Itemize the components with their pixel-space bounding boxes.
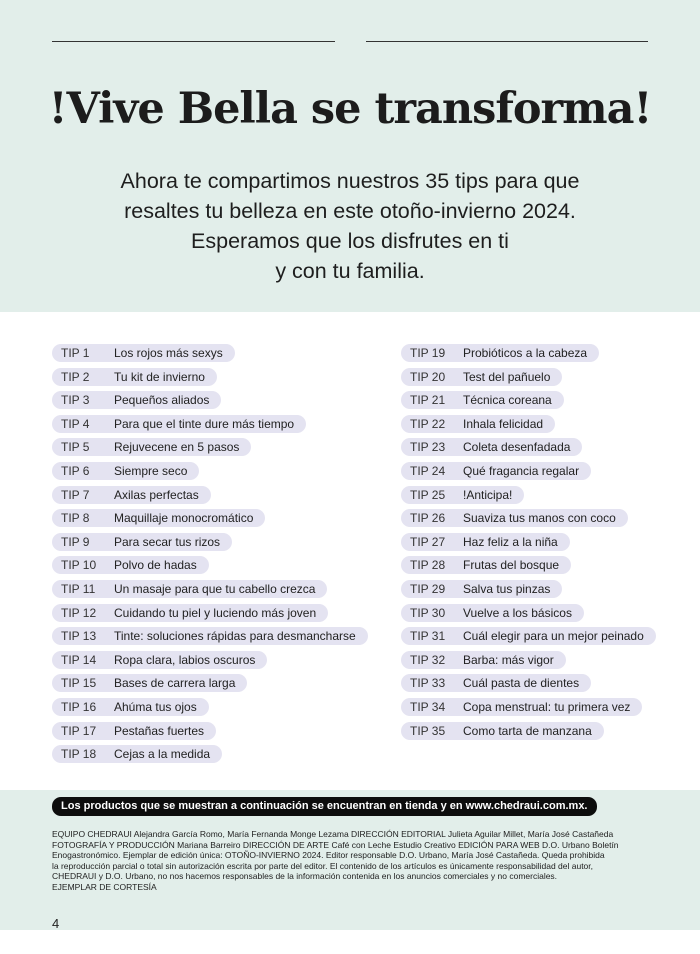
tip-title: Para secar tus rizos bbox=[114, 534, 221, 549]
tip-number: TIP 4 bbox=[61, 416, 90, 431]
tip-title: Polvo de hadas bbox=[114, 558, 197, 573]
tip-number: TIP 9 bbox=[61, 534, 90, 549]
tip-item bbox=[401, 391, 700, 415]
tip-number: TIP 21 bbox=[410, 393, 446, 408]
tip-item bbox=[401, 415, 700, 439]
tip-number: TIP 27 bbox=[410, 534, 446, 549]
tip-number: TIP 10 bbox=[61, 558, 97, 573]
tip-item bbox=[52, 438, 372, 462]
availability-banner: Los productos que se muestran a continuación se encuentran en tienda y en www.chedraui.com.mx. bbox=[52, 797, 597, 816]
tip-title: Para que el tinte dure más tiempo bbox=[114, 416, 295, 431]
tip-number: TIP 7 bbox=[61, 487, 90, 502]
tip-title: Barba: más vigor bbox=[463, 652, 554, 667]
tip-number: TIP 24 bbox=[410, 463, 446, 478]
tip-number: TIP 25 bbox=[410, 487, 446, 502]
tip-item bbox=[52, 580, 372, 604]
tip-number: TIP 15 bbox=[61, 676, 97, 691]
tip-item bbox=[52, 344, 372, 368]
tip-number: TIP 12 bbox=[61, 605, 97, 620]
tip-title: Vuelve a los básicos bbox=[463, 605, 572, 620]
tip-item bbox=[52, 509, 372, 533]
tip-item bbox=[401, 674, 700, 698]
tip-item bbox=[401, 580, 700, 604]
tip-title: !Anticipa! bbox=[463, 487, 513, 502]
tip-number: TIP 23 bbox=[410, 440, 446, 455]
tip-item bbox=[401, 627, 700, 651]
tip-item bbox=[401, 722, 700, 746]
intro-paragraph bbox=[60, 166, 640, 286]
tip-item bbox=[52, 368, 372, 392]
tip-number: TIP 34 bbox=[410, 699, 446, 714]
tip-title: Inhala felicidad bbox=[463, 416, 544, 431]
tip-number: TIP 3 bbox=[61, 393, 90, 408]
tip-title: Siempre seco bbox=[114, 463, 188, 478]
tip-title: Frutas del bosque bbox=[463, 558, 560, 573]
tip-title: Haz feliz a la niña bbox=[463, 534, 558, 549]
tip-title: Un masaje para que tu cabello crezca bbox=[114, 581, 316, 596]
tip-number: TIP 6 bbox=[61, 463, 90, 478]
tip-title: Test del pañuelo bbox=[463, 369, 551, 384]
tip-title: Coleta desenfadada bbox=[463, 440, 571, 455]
tip-item bbox=[52, 674, 372, 698]
tip-item bbox=[52, 698, 372, 722]
tip-title: Salva tus pinzas bbox=[463, 581, 551, 596]
tip-number: TIP 5 bbox=[61, 440, 90, 455]
tip-item bbox=[52, 722, 372, 746]
tip-number: TIP 11 bbox=[61, 581, 96, 596]
tip-number: TIP 29 bbox=[410, 581, 446, 596]
credits-line: CHEDRAUI y D.O. Urbano, no nos hacemos responsables de la información contenida en los anuncios comerciales y no comerciales. bbox=[52, 871, 558, 882]
tip-title: Ropa clara, labios oscuros bbox=[114, 652, 256, 667]
tip-title: Rejuvecene en 5 pasos bbox=[114, 440, 240, 455]
tip-number: TIP 31 bbox=[410, 629, 446, 644]
tip-title: Cuál elegir para un mejor peinado bbox=[463, 629, 644, 644]
tip-item bbox=[52, 533, 372, 557]
tip-number: TIP 20 bbox=[410, 369, 446, 384]
tip-item bbox=[52, 627, 372, 651]
tip-title: Los rojos más sexys bbox=[114, 346, 223, 360]
tip-number: TIP 18 bbox=[61, 747, 97, 762]
tip-number: TIP 26 bbox=[410, 511, 446, 526]
divider-line-right bbox=[366, 41, 648, 42]
tip-title: Pequeños aliados bbox=[114, 393, 210, 408]
credits-line: FOTOGRAFÍA Y PRODUCCIÓN Mariana Barreiro DIRECCIÓN DE ARTE Café con Leche Estudio Creativo EDICIÓN PARA WEB D.O. Urbano Boletín bbox=[52, 839, 619, 850]
credits-line: EJEMPLAR DE CORTESÍA bbox=[52, 881, 157, 892]
tip-title: Axilas perfectas bbox=[114, 487, 199, 502]
tip-item bbox=[401, 462, 700, 486]
tip-item bbox=[52, 651, 372, 675]
tips-list-right bbox=[401, 344, 700, 745]
tip-item bbox=[52, 462, 372, 486]
tip-number: TIP 22 bbox=[410, 416, 446, 431]
intro-line: y con tu familia. bbox=[275, 259, 425, 283]
tip-title: Cejas a la medida bbox=[114, 747, 211, 762]
tip-item bbox=[401, 556, 700, 580]
intro-line: Ahora te compartimos nuestros 35 tips para que bbox=[120, 169, 580, 193]
intro-line: Esperamos que los disfrutes en ti bbox=[191, 229, 509, 253]
tip-item bbox=[401, 438, 700, 462]
tip-title: Maquillaje monocromático bbox=[114, 511, 254, 526]
tip-number: TIP 35 bbox=[410, 723, 446, 738]
tip-title: Como tarta de manzana bbox=[463, 723, 592, 738]
tip-item bbox=[52, 604, 372, 628]
credits-block bbox=[52, 829, 650, 893]
intro-line: resaltes tu belleza en este otoño-invierno 2024. bbox=[124, 199, 576, 223]
tip-number: TIP 17 bbox=[61, 723, 97, 738]
tip-number: TIP 16 bbox=[61, 699, 97, 714]
tip-title: Copa menstrual: tu primera vez bbox=[463, 699, 631, 714]
tip-title: Tu kit de invierno bbox=[114, 369, 205, 384]
tip-item bbox=[52, 556, 372, 580]
credits-line: EQUIPO CHEDRAUI Alejandra García Romo, María Fernanda Monge Lezama DIRECCIÓN EDITORIAL Julieta Aguilar Millet, María José Castañeda bbox=[52, 829, 614, 839]
tip-number: TIP 1 bbox=[61, 346, 90, 360]
page-number: 4 bbox=[52, 916, 60, 931]
tip-item bbox=[52, 486, 372, 510]
tip-title: Tinte: soluciones rápidas para desmancharse bbox=[114, 629, 356, 644]
tip-item bbox=[401, 486, 700, 510]
tip-number: TIP 28 bbox=[410, 558, 446, 573]
tip-item bbox=[401, 651, 700, 675]
page-title: !Vive Bella se transforma! bbox=[48, 84, 652, 134]
tip-item bbox=[52, 415, 372, 439]
tip-item bbox=[52, 745, 372, 769]
tip-number: TIP 8 bbox=[61, 511, 90, 526]
tip-title: Suaviza tus manos con coco bbox=[463, 511, 616, 526]
tip-title: Probióticos a la cabeza bbox=[463, 346, 588, 360]
credits-line: la reproducción parcial o total sin autorización escrita por parte del editor. El contenido de los artículos es únicamente responsabilidad del autor, bbox=[52, 860, 594, 871]
tip-title: Qué fragancia regalar bbox=[463, 463, 580, 478]
tip-item bbox=[401, 533, 700, 557]
tip-item bbox=[401, 698, 700, 722]
tip-title: Pestañas fuertes bbox=[114, 723, 205, 738]
tip-item bbox=[52, 391, 372, 415]
tip-item bbox=[401, 368, 700, 392]
tip-title: Cuál pasta de dientes bbox=[463, 676, 580, 691]
tip-title: Bases de carrera larga bbox=[114, 676, 236, 691]
tip-number: TIP 30 bbox=[410, 605, 446, 620]
tip-item bbox=[401, 509, 700, 533]
tips-list-left bbox=[52, 344, 372, 769]
tip-number: TIP 32 bbox=[410, 652, 446, 667]
divider-line-left bbox=[52, 41, 335, 42]
tip-number: TIP 19 bbox=[410, 346, 446, 360]
tip-title: Ahúma tus ojos bbox=[114, 699, 197, 714]
tip-number: TIP 13 bbox=[61, 629, 97, 644]
tip-item bbox=[401, 604, 700, 628]
tip-title: Cuidando tu piel y luciendo más joven bbox=[114, 605, 317, 620]
tip-number: TIP 14 bbox=[61, 652, 97, 667]
tip-number: TIP 33 bbox=[410, 676, 446, 691]
tip-item bbox=[401, 344, 700, 368]
tip-number: TIP 2 bbox=[61, 369, 90, 384]
tip-title: Técnica coreana bbox=[463, 393, 552, 408]
credits-line: Enogastronómico. Ejemplar de edición única: OTOÑO-INVIERNO 2024. Editor responsable D.O. Urbano, María José Castañeda. Queda prohibida bbox=[52, 850, 605, 861]
